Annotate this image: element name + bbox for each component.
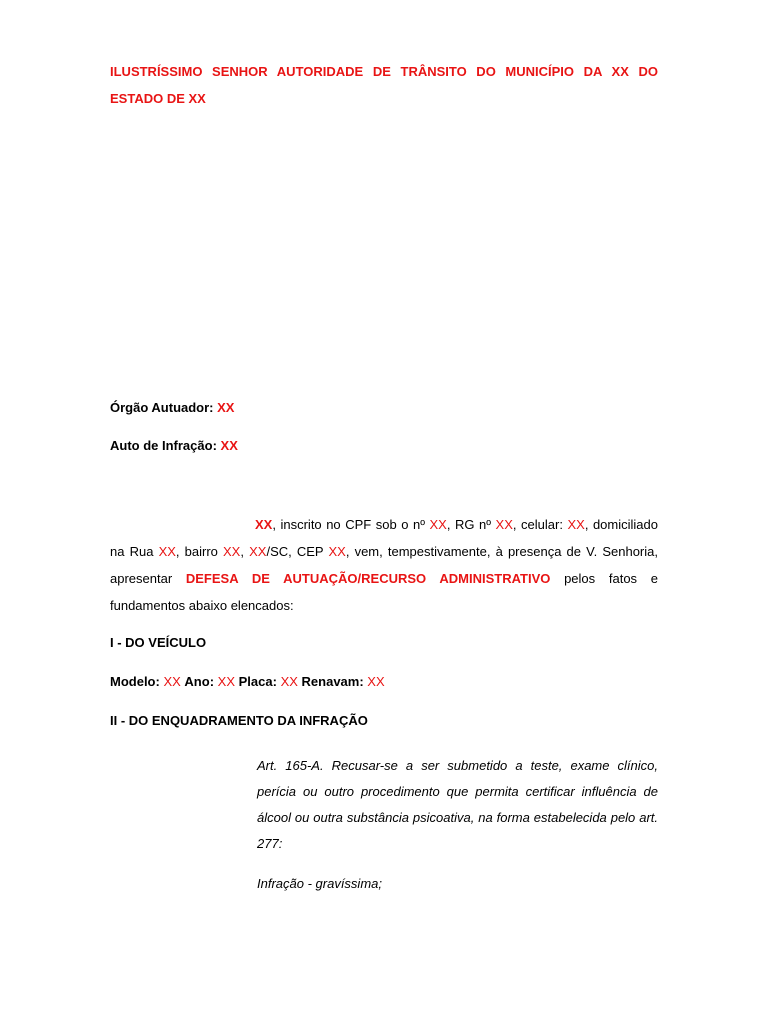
orgao-autuador-value: XX xyxy=(217,400,235,415)
placa-value: XX xyxy=(280,674,298,689)
intro-paragraph xyxy=(110,511,658,619)
intro-text-3: , celular: xyxy=(512,517,568,532)
ano-label: Ano: xyxy=(184,674,215,689)
document-heading: ILUSTRÍSSIMO SENHOR AUTORIDADE DE TRÂNSITO DO MUNICÍPIO DA XX DO ESTADO DE XX xyxy=(110,64,658,106)
cep-value: XX xyxy=(328,544,346,559)
bairro-value: XX xyxy=(223,544,241,559)
rg-value: XX xyxy=(495,517,513,532)
section-veiculo-heading: I - DO VEÍCULO xyxy=(110,635,207,650)
section-enquadramento-heading: II - DO ENQUADRAMENTO DA INFRAÇÃO xyxy=(110,713,368,728)
document-page xyxy=(110,0,658,1024)
cpf-value: XX xyxy=(429,517,447,532)
intro-text-1: , inscrito no CPF sob o nº xyxy=(272,517,430,532)
auto-infracao-value: XX xyxy=(220,438,238,453)
ano-value: XX xyxy=(217,674,235,689)
renavam-label: Renavam: xyxy=(301,674,364,689)
intro-text-7: /SC, CEP xyxy=(266,544,329,559)
auto-infracao-line xyxy=(110,438,238,453)
article-quote: Art. 165-A. Recusar-se a ser submetido a teste, exame clínico, perícia ou outro procedimento que permita certificar influência de álcool ou outra substância psicoativa, na forma estabelecida pelo art. 277: xyxy=(257,758,658,851)
modelo-value: XX xyxy=(163,674,181,689)
auto-infracao-label: Auto de Infração: xyxy=(110,438,217,453)
orgao-autuador-line xyxy=(110,400,234,415)
modelo-label: Modelo: xyxy=(110,674,160,689)
cidade-value: XX xyxy=(249,544,267,559)
intro-text-2: , RG nº xyxy=(446,517,496,532)
rua-value: XX xyxy=(158,544,176,559)
celular-value: XX xyxy=(567,517,585,532)
intro-text-6: , xyxy=(240,544,250,559)
infraction-classification: Infração - gravíssima; xyxy=(257,876,382,891)
intro-text-5: , bairro xyxy=(175,544,224,559)
defesa-title: DEFESA DE AUTUAÇÃO/RECURSO ADMINISTRATIVO xyxy=(185,571,551,586)
orgao-autuador-label: Órgão Autuador: xyxy=(110,400,214,415)
placa-label: Placa: xyxy=(238,674,277,689)
intro-text-4: , domiciliado na Rua xyxy=(110,517,658,559)
renavam-value: XX xyxy=(367,674,385,689)
intro-text-8: , vem, tempestivamente, à presença de V. Senhoria, apresentar xyxy=(110,544,658,586)
vehicle-line xyxy=(110,674,385,689)
requerente-name: XX xyxy=(255,517,273,532)
intro-text-9: pelos fatos e fundamentos abaixo elencados: xyxy=(110,571,659,613)
